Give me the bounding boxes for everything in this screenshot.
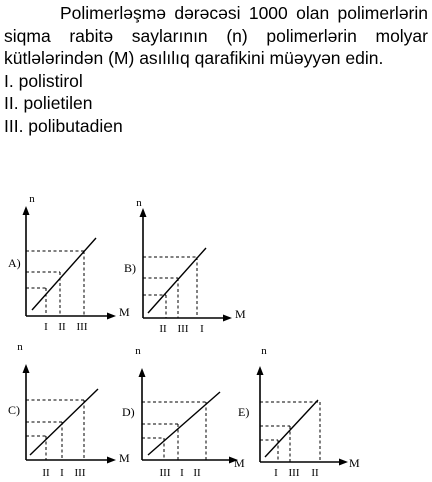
question-block	[4, 2, 428, 137]
tick-label: I	[200, 323, 204, 335]
tick-label: II	[193, 467, 201, 479]
question-text-block	[4, 2, 428, 70]
tick-label: III	[288, 467, 300, 479]
tick-label: II	[58, 321, 66, 333]
y-axis-label: n	[17, 341, 23, 353]
y-axis-label: n	[135, 345, 141, 357]
tick-label: II	[159, 323, 167, 335]
item-1: I. polistirol	[4, 70, 83, 91]
tick-label: II	[42, 467, 50, 479]
y-axis-label: n	[29, 193, 35, 205]
x-axis-label: M	[234, 456, 245, 470]
item-2: II. polietilen	[4, 93, 93, 113]
x-axis-label: M	[235, 307, 246, 321]
option-label: D)	[122, 405, 135, 419]
tick-label: II	[311, 467, 319, 479]
tick-label: III	[159, 467, 171, 479]
tick-label: III	[177, 323, 189, 335]
x-axis-label: M	[119, 451, 130, 465]
option-label: E)	[238, 405, 250, 419]
y-axis-label: n	[261, 345, 267, 357]
graph-b	[118, 190, 258, 338]
tick-label: I	[44, 321, 48, 333]
tick-label: I	[180, 467, 184, 479]
y-axis-label: n	[136, 197, 142, 209]
x-axis-label: M	[119, 305, 130, 319]
item-3: III. polibutadien	[4, 115, 123, 136]
tick-label: I	[60, 467, 64, 479]
graph-e	[232, 336, 372, 482]
question-text: Polimerləşmə dərəcəsi 1000 olan polimerlərin siqma rabitə saylarının (n) polimerlərin molyar kütlələrindən (M) asılılıq qarafikini müəyyən edin.	[4, 3, 428, 68]
option-label: A)	[8, 256, 21, 270]
option-label: B)	[124, 261, 136, 275]
option-label: C)	[8, 403, 20, 417]
tick-label: III	[74, 467, 86, 479]
graph-c	[0, 334, 140, 482]
tick-label: III	[76, 321, 88, 333]
x-axis-label: M	[349, 456, 360, 470]
tick-label: I	[274, 467, 278, 479]
